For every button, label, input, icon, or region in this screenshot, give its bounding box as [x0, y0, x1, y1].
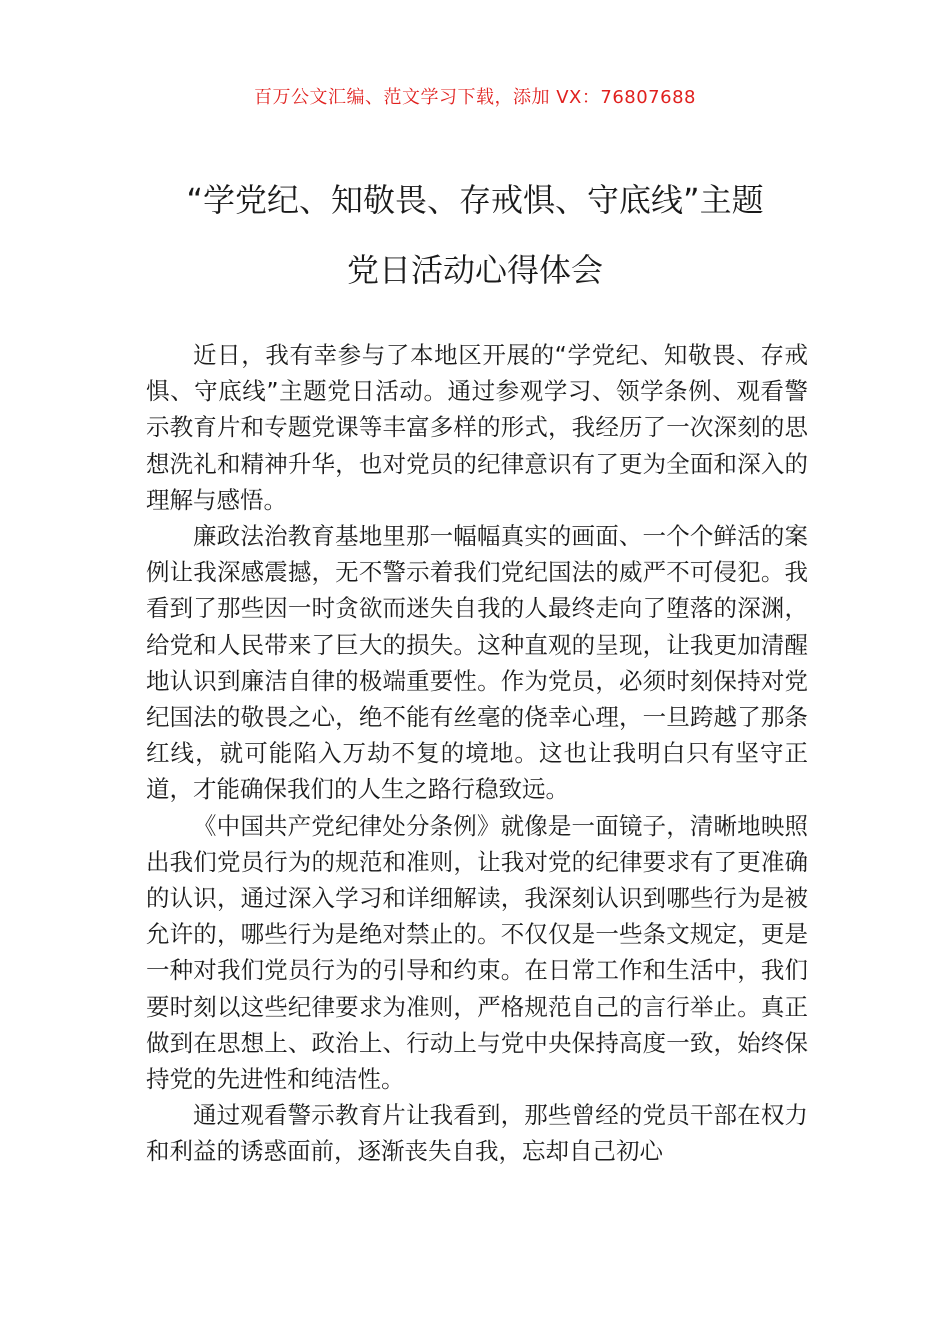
paragraph-1: 近日，我有幸参与了本地区开展的“学党纪、知敬畏、存戒惧、守底线”主题党日活动。通过参观学习、领学条例、观看警示教育片和专题党课等丰富多样的形式，我经历了一次深刻的思想洗礼和精神升华，也对党员的纪律意识有了更为全面和深入的理解与感悟。: [146, 341, 808, 514]
paragraph-3: 《中国共产党纪律处分条例》就像是一面镜子，清晰地映照出我们党员行为的规范和准则，让我对党的纪律要求有了更准确的认识，通过深入学习和详细解读，我深刻认识到哪些行为是被允许的，哪些行为是绝对禁止的。不仅仅是一些条文规定，更是一种对我们党员行为的引导和约束。在日常工作和生活中，我们要时刻以这些纪律要求为准则，严格规范自己的言行举止。真正做到在思想上、政治上、行动上与党中央保持高度一致，始终保持党的先进性和纯洁性。: [146, 811, 808, 1094]
document-title-line-2: 党日活动心得体会: [346, 251, 603, 289]
document-title-line-1: “学党纪、知敬畏、存戒惧、守底线”主题: [186, 181, 764, 219]
header-promo-note: 百万公文汇编、范文学习下载，添加 VX：76807688: [254, 87, 696, 108]
paragraph-2: 廉政法治教育基地里那一幅幅真实的画面、一个个鲜活的案例让我深感震撼，无不警示着我们党纪国法的威严不可侵犯。我看到了那些因一时贪欲而迷失自我的人最终走向了堕落的深渊，给党和人民带来了巨大的损失。这种直观的呈现，让我更加清醒地认识到廉洁自律的极端重要性。作为党员，必须时刻保持对党纪国法的敬畏之心，绝不能有丝毫的侥幸心理，一旦跨越了那条红线，就可能陷入万劫不复的境地。这也让我明白只有坚守正道，才能确保我们的人生之路行稳致远。: [146, 522, 808, 804]
paragraph-4: 通过观看警示教育片让我看到，那些曾经的党员干部在权力和利益的诱惑面前，逐渐丧失自我，忘却自己初心: [146, 1101, 808, 1166]
document-body: [146, 337, 808, 1170]
